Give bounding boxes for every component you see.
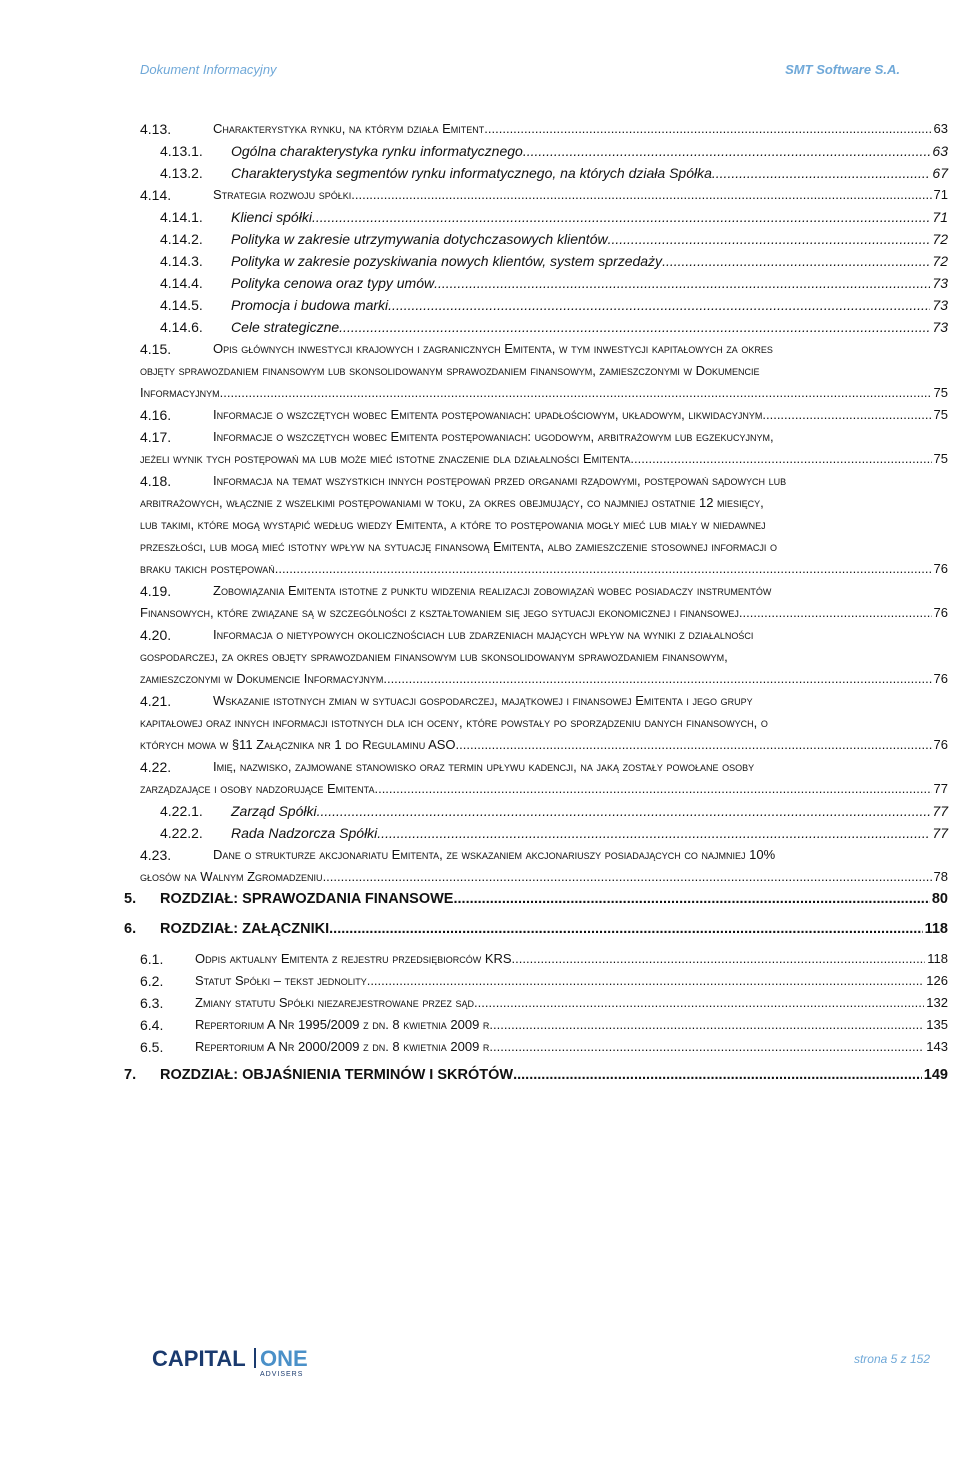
toc-dot-leader bbox=[484, 118, 931, 140]
toc-entry-number: 4.22. bbox=[140, 759, 172, 775]
toc-dot-leader bbox=[456, 734, 932, 756]
page-header bbox=[140, 62, 900, 77]
toc-entry[interactable] bbox=[140, 580, 948, 624]
toc-dot-leader bbox=[608, 228, 931, 250]
toc-entry-title: ROZDZIAŁ: OBJAŚNIENIA TERMINÓW I SKRÓTÓW bbox=[160, 1067, 514, 1083]
toc-entry-line bbox=[140, 866, 948, 888]
toc-entry-line bbox=[231, 272, 948, 294]
toc-dot-leader bbox=[493, 1036, 924, 1058]
toc-entry[interactable] bbox=[140, 338, 948, 404]
logo-accent-text: ONE bbox=[260, 1346, 308, 1371]
toc-entry[interactable] bbox=[160, 250, 948, 272]
toc-entry-title: arbitrażowych, włącznie z wszelkimi postępowaniami w toku, za okres obejmujący, co najmniej ostatnie 12 miesięcy, bbox=[140, 495, 764, 510]
toc-entry[interactable] bbox=[140, 1014, 948, 1036]
toc-page-number: 77 bbox=[932, 825, 948, 841]
toc-page-number: 75 bbox=[933, 385, 948, 400]
toc-entry[interactable] bbox=[140, 970, 948, 992]
toc-dot-leader bbox=[374, 778, 931, 800]
header-right: SMT Software S.A. bbox=[785, 62, 900, 77]
toc-entry-line bbox=[140, 360, 948, 382]
toc-page-number: 118 bbox=[927, 951, 948, 966]
toc-entry-title: Repertorium A Nr 1995/2009 z dn. 8 kwietnia 2009 r. bbox=[195, 1017, 494, 1032]
toc-entry-number: 4.22.2. bbox=[160, 825, 203, 841]
toc-entry-title: Informacyjnym bbox=[140, 385, 220, 400]
toc-dot-leader bbox=[339, 316, 930, 338]
toc-entry-number: 6. bbox=[124, 921, 137, 937]
toc-entry-number: 4.14. bbox=[140, 187, 172, 203]
toc-entry-title: Charakterystyka rynku, na którym działa Emitent bbox=[213, 121, 485, 136]
toc-entry-number: 4.14.2. bbox=[160, 231, 203, 247]
toc-entry-line bbox=[160, 918, 948, 940]
toc-dot-leader bbox=[329, 918, 922, 940]
toc-entry-line bbox=[213, 844, 948, 866]
toc-entry-line bbox=[213, 470, 948, 492]
toc-entry-line bbox=[231, 316, 948, 338]
toc-entry-line bbox=[140, 734, 948, 756]
toc-entry[interactable] bbox=[140, 118, 948, 140]
toc-entry-line bbox=[140, 646, 948, 668]
toc-entry-line bbox=[213, 580, 948, 602]
toc-entry-line bbox=[160, 888, 948, 910]
toc-entry-line bbox=[213, 756, 948, 778]
toc-entry-line bbox=[195, 992, 948, 1014]
toc-dot-leader bbox=[523, 140, 931, 162]
toc-entry-number: 4.18. bbox=[140, 473, 172, 489]
toc-dot-leader bbox=[317, 800, 931, 822]
toc-dot-leader bbox=[383, 668, 931, 690]
toc-entry[interactable] bbox=[140, 1036, 948, 1058]
toc-entry-number: 4.22.1. bbox=[160, 803, 203, 819]
toc-entry-number: 4.14.4. bbox=[160, 275, 203, 291]
toc-page-number: 63 bbox=[932, 143, 948, 159]
toc-page-number: 143 bbox=[926, 1039, 948, 1054]
toc-page-number: 118 bbox=[924, 921, 948, 937]
toc-entry-number: 4.14.1. bbox=[160, 209, 203, 225]
toc-entry-title: Informacje o wszczętych wobec Emitenta postępowaniach: upadłościowym, układowym, likwidacyjnym bbox=[213, 407, 763, 422]
toc-entry-title: Charakterystyka segmentów rynku informatycznego, na których działa Spółka bbox=[231, 165, 712, 181]
toc-entry-title: Promocja i budowa marki bbox=[231, 297, 389, 313]
toc-entry-number: 4.14.6. bbox=[160, 319, 203, 335]
toc-entry-title: Opis głównych inwestycji krajowych i zagranicznych Emitenta, w tym inwestycji kapitałowych za okres bbox=[213, 341, 773, 356]
toc-entry-title: braku takich postępowań bbox=[140, 561, 275, 576]
toc-dot-leader bbox=[377, 822, 930, 844]
toc-entry-number: 6.4. bbox=[140, 1017, 164, 1033]
toc-entry-number: 4.13. bbox=[140, 121, 172, 137]
toc-entry-line bbox=[213, 690, 948, 712]
toc-page-number: 78 bbox=[933, 869, 948, 884]
toc-dot-leader bbox=[388, 294, 930, 316]
toc-entry[interactable] bbox=[160, 206, 948, 228]
toc-dot-leader bbox=[712, 162, 931, 184]
toc-entry-title: Strategia rozwoju spółki bbox=[213, 187, 352, 202]
toc-dot-leader bbox=[762, 404, 931, 426]
toc-entry-line bbox=[140, 536, 948, 558]
toc-entry-number: 6.1. bbox=[140, 951, 164, 967]
toc-entry-title: jeżeli wynik tych postępowań ma lub może mieć istotne znaczenie dla działalności Emitenta bbox=[140, 451, 631, 466]
toc-entry-line bbox=[231, 140, 948, 162]
toc-page-number: 77 bbox=[933, 781, 948, 796]
toc-entry-title: Odpis aktualny Emitenta z rejestru przedsiębiorców KRS bbox=[195, 951, 512, 966]
page-number: strona 5 z 152 bbox=[853, 1352, 930, 1366]
toc-entry-line bbox=[213, 624, 948, 646]
toc-entry-title: Informacja o nietypowych okolicznościach lub zdarzeniach mających wpływ na wyniki z działalności bbox=[213, 627, 754, 642]
toc-entry-line bbox=[140, 668, 948, 690]
toc-entry[interactable] bbox=[160, 316, 948, 338]
toc-dot-leader bbox=[312, 206, 930, 228]
toc-page-number: 76 bbox=[933, 671, 948, 686]
toc-entry-title: Zobowiązania Emitenta istotne z punktu widzenia realizacji zobowiązań wobec posiadaczy instrumentów bbox=[213, 583, 772, 598]
toc-entry-title: Polityka w zakresie pozyskiwania nowych klientów, system sprzedaży bbox=[231, 253, 663, 269]
toc-entry-number: 5. bbox=[124, 891, 137, 907]
toc-entry-line bbox=[140, 514, 948, 536]
toc-entry-line bbox=[213, 338, 948, 360]
toc-entry-number: 4.19. bbox=[140, 583, 172, 599]
toc-page-number: 72 bbox=[932, 231, 948, 247]
toc-entry-title: Repertorium A Nr 2000/2009 z dn. 8 kwietnia 2009 r. bbox=[195, 1039, 494, 1054]
toc-entry[interactable] bbox=[140, 690, 948, 756]
toc-entry-title: Wskazanie istotnych zmian w sytuacji gospodarczej, majątkowej i finansowej Emitenta i jego grupy bbox=[213, 693, 753, 708]
toc-entry-line bbox=[140, 382, 948, 404]
toc-entry-number: 4.17. bbox=[140, 429, 172, 445]
toc-entry-number: 6.2. bbox=[140, 973, 164, 989]
toc-entry-title: Zarząd Spółki bbox=[231, 803, 317, 819]
toc-dot-leader bbox=[493, 1014, 924, 1036]
toc-entry[interactable] bbox=[140, 404, 948, 426]
toc-entry-title: Informacja na temat wszystkich innych postępowań przed organami rządowymi, postępowań sądowych lub bbox=[213, 473, 787, 488]
toc-entry[interactable] bbox=[160, 228, 948, 250]
toc-page-number: 126 bbox=[926, 973, 948, 988]
toc-entry-line bbox=[195, 970, 948, 992]
toc-entry-line bbox=[213, 404, 948, 426]
toc-entry-number: 6.5. bbox=[140, 1039, 164, 1055]
toc-entry-line bbox=[213, 118, 948, 140]
toc-entry-title: Finansowych, które związane są w szczególności z kształtowaniem się jego sytuacji ekonomicznej i finansowej bbox=[140, 605, 739, 620]
toc-dot-leader bbox=[474, 992, 924, 1014]
toc-page-number: 80 bbox=[931, 891, 948, 907]
toc-entry-line bbox=[231, 822, 948, 844]
toc-entry[interactable] bbox=[124, 1064, 948, 1086]
toc-entry-title: lub takimi, które mogą wystąpić według wiedzy Emitenta, a które to postępowania mogły mieć lub miały w niedawnej bbox=[140, 517, 766, 532]
toc-entry-line bbox=[140, 778, 948, 800]
toc-entry[interactable] bbox=[160, 272, 948, 294]
toc-entry-line bbox=[195, 1036, 948, 1058]
toc-entry[interactable] bbox=[140, 470, 948, 580]
capital-one-logo bbox=[152, 1344, 322, 1383]
logo-sub-text: ADVISERS bbox=[260, 1371, 304, 1378]
toc-entry-line bbox=[231, 228, 948, 250]
toc-entry-title: Imię, nazwisko, zajmowane stanowisko oraz termin upływu kadencji, na jaką zostały powołane osoby bbox=[213, 759, 755, 774]
toc-page-number: 76 bbox=[933, 561, 948, 576]
toc-entry-number: 4.23. bbox=[140, 847, 172, 863]
toc-dot-leader bbox=[434, 272, 930, 294]
toc-entry-number: 4.16. bbox=[140, 407, 172, 423]
toc-dot-leader bbox=[220, 382, 932, 404]
toc-entry-line bbox=[231, 162, 948, 184]
toc-entry-title: przeszłości, lub mogą mieć istotny wpływ na sytuację finansową Emitenta, albo zamieszczenie stosownej informacji o bbox=[140, 539, 778, 554]
toc-dot-leader bbox=[323, 866, 932, 888]
toc-entry-title: Statut Spółki – tekst jednolity bbox=[195, 973, 367, 988]
toc-entry-title: gospodarczej, za okres objęty sprawozdaniem finansowym lub skonsolidowanym sprawozdaniem finansowym, bbox=[140, 649, 728, 664]
toc-entry-line bbox=[231, 250, 948, 272]
toc-entry-number: 4.15. bbox=[140, 341, 172, 357]
toc-entry[interactable] bbox=[140, 756, 948, 800]
toc-entry-number: 4.13.2. bbox=[160, 165, 203, 181]
toc-entry-line bbox=[213, 426, 948, 448]
toc-entry-line bbox=[140, 712, 948, 734]
toc-page-number: 76 bbox=[933, 737, 948, 752]
toc-entry-line bbox=[140, 448, 948, 470]
logo-graphic bbox=[152, 1344, 322, 1378]
toc-page-number: 149 bbox=[923, 1067, 948, 1083]
toc-entry-title: ROZDZIAŁ: ZAŁĄCZNIKI bbox=[160, 921, 330, 937]
toc-page-number: 73 bbox=[932, 297, 948, 313]
toc-entry[interactable] bbox=[140, 844, 948, 888]
toc-page-number: 75 bbox=[933, 451, 948, 466]
toc-entry-title: których mowa w §11 Załącznika nr 1 do Regulaminu ASO bbox=[140, 737, 456, 752]
toc-page-number: 76 bbox=[933, 605, 948, 620]
toc-entry[interactable] bbox=[124, 918, 948, 940]
toc-entry-line bbox=[195, 948, 948, 970]
toc-entry-title: Cele strategiczne bbox=[231, 319, 340, 335]
toc-entry-title: kapitałowej oraz innych informacji istotnych dla ich oceny, które powstały po sporządzeniu danych finansowych, o bbox=[140, 715, 768, 730]
toc-page-number: 77 bbox=[932, 803, 948, 819]
toc-dot-leader bbox=[630, 448, 931, 470]
toc-entry-title: Polityka w zakresie utrzymywania dotychczasowych klientów bbox=[231, 231, 608, 247]
toc-entry[interactable] bbox=[124, 888, 948, 910]
toc-entry-line bbox=[231, 800, 948, 822]
toc-entry-line bbox=[160, 1064, 948, 1086]
toc-entry-title: Zmiany statutu Spółki niezarejestrowane przez sąd bbox=[195, 995, 475, 1010]
toc-entry-number: 4.14.5. bbox=[160, 297, 203, 313]
toc-dot-leader bbox=[275, 558, 932, 580]
logo-main-text: CAPITAL bbox=[152, 1346, 246, 1371]
toc-entry[interactable] bbox=[160, 800, 948, 822]
toc-dot-leader bbox=[512, 948, 926, 970]
toc-dot-leader bbox=[513, 1064, 922, 1086]
toc-entry-title: Informacje o wszczętych wobec Emitenta postępowaniach: ugodowym, arbitrażowym lub egzekucyjnym, bbox=[213, 429, 774, 444]
toc-entry[interactable] bbox=[160, 822, 948, 844]
toc-page-number: 75 bbox=[933, 407, 948, 422]
toc-page-number: 132 bbox=[926, 995, 948, 1010]
toc-dot-leader bbox=[739, 602, 932, 624]
toc-entry[interactable] bbox=[140, 426, 948, 470]
toc-entry-title: Rada Nadzorcza Spółki bbox=[231, 825, 378, 841]
toc-dot-leader bbox=[453, 888, 929, 910]
toc-entry-line bbox=[140, 602, 948, 624]
toc-entry-number: 6.3. bbox=[140, 995, 164, 1011]
toc-entry-title: Dane o strukturze akcjonariatu Emitenta, ze wskazaniem akcjonariuszy posiadających co najmniej 10% bbox=[213, 847, 776, 862]
toc-entry-number: 7. bbox=[124, 1067, 137, 1083]
toc-page-number: 63 bbox=[933, 121, 948, 136]
toc-dot-leader bbox=[351, 184, 931, 206]
toc-entry-title: zamieszczonymi w Dokumencie Informacyjnym bbox=[140, 671, 384, 686]
toc-page-number: 67 bbox=[932, 165, 948, 181]
toc-entry-line bbox=[231, 294, 948, 316]
toc-entry[interactable] bbox=[160, 294, 948, 316]
toc-page-number: 72 bbox=[932, 253, 948, 269]
toc-page-number: 73 bbox=[932, 319, 948, 335]
toc-entry-number: 4.21. bbox=[140, 693, 172, 709]
toc-entry[interactable] bbox=[160, 140, 948, 162]
toc-entry-title: głosów na Walnym Zgromadzeniu bbox=[140, 869, 323, 884]
header-left: Dokument Informacyjny bbox=[140, 62, 277, 77]
toc-entry[interactable] bbox=[160, 162, 948, 184]
toc-entry-line bbox=[231, 206, 948, 228]
toc-entry-title: zarządzające i osoby nadzorujące Emitenta bbox=[140, 781, 375, 796]
toc-entry-number: 4.14.3. bbox=[160, 253, 203, 269]
toc-entry-title: Ogólna charakterystyka rynku informatycznego bbox=[231, 143, 523, 159]
toc-page-number: 71 bbox=[932, 209, 948, 225]
toc-dot-leader bbox=[662, 250, 930, 272]
toc-entry-title: Klienci spółki bbox=[231, 209, 312, 225]
toc-entry-line bbox=[213, 184, 948, 206]
toc-page-number: 71 bbox=[933, 187, 948, 202]
toc-entry-line bbox=[195, 1014, 948, 1036]
toc-page-number: 73 bbox=[932, 275, 948, 291]
toc-entry-title: ROZDZIAŁ: SPRAWOZDANIA FINANSOWE bbox=[160, 891, 454, 907]
toc-page-number: 135 bbox=[926, 1017, 948, 1032]
toc-entry-title: Polityka cenowa oraz typy umów bbox=[231, 275, 435, 291]
toc-dot-leader bbox=[367, 970, 925, 992]
toc-entry[interactable] bbox=[140, 624, 948, 690]
toc-entry[interactable] bbox=[140, 992, 948, 1014]
toc-entry-line bbox=[140, 492, 948, 514]
toc-entry-title: objęty sprawozdaniem finansowym lub skonsolidowanym sprawozdaniem finansowym, zamieszczonymi w Dokumencie bbox=[140, 363, 760, 378]
toc-entry-line bbox=[140, 558, 948, 580]
toc-entry[interactable] bbox=[140, 184, 948, 206]
toc-entry[interactable] bbox=[140, 948, 948, 970]
toc-entry-number: 4.20. bbox=[140, 627, 172, 643]
toc-entry-number: 4.13.1. bbox=[160, 143, 203, 159]
